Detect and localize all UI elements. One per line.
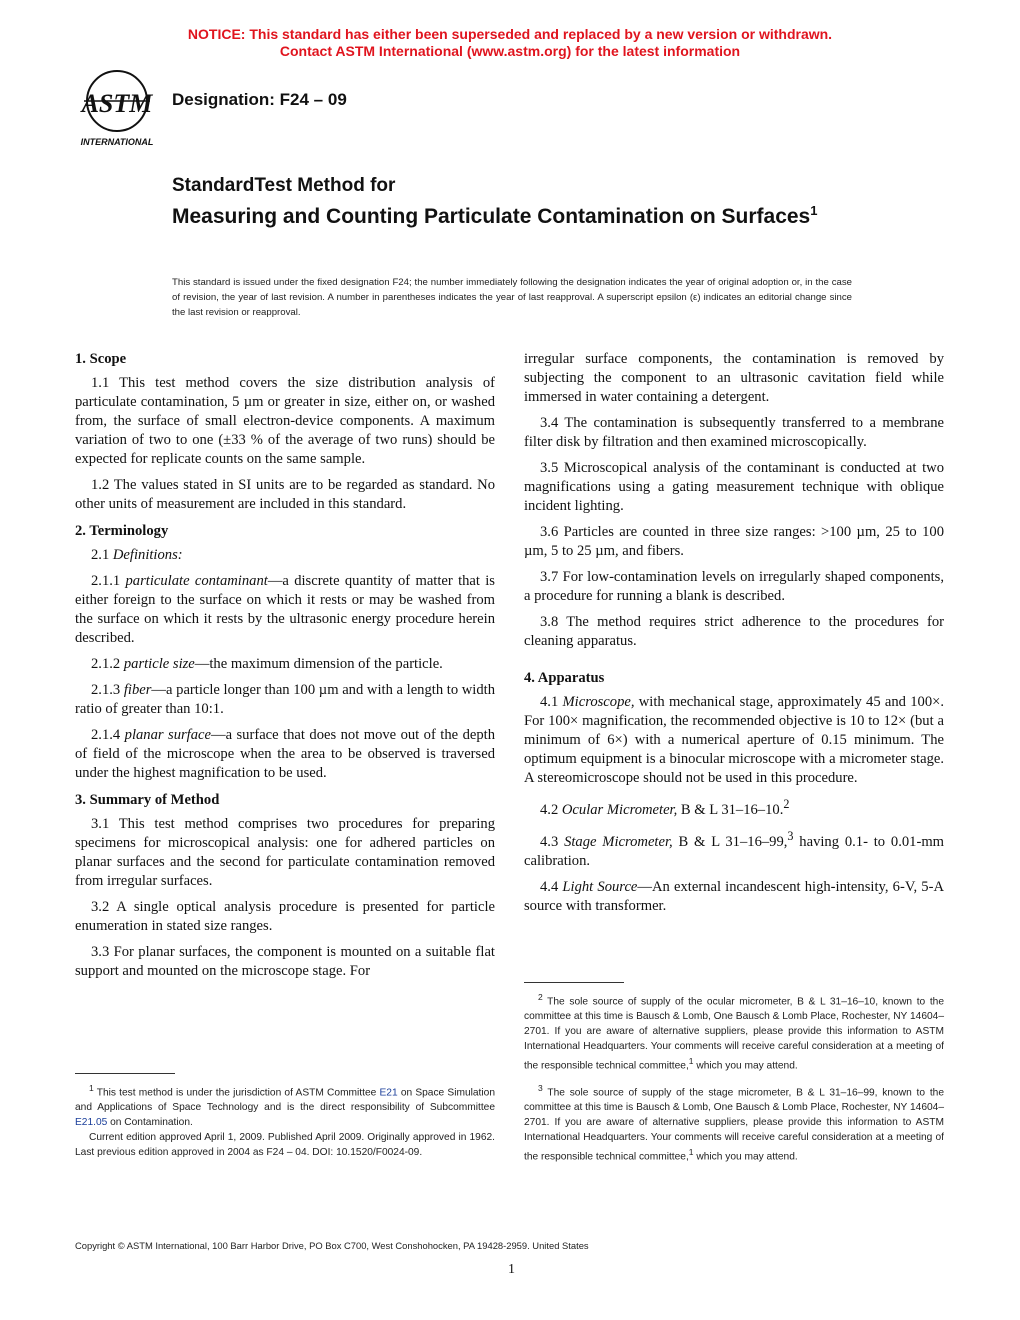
- para-2-1: 2.1 Definitions:: [91, 547, 183, 563]
- para-4-4: 4.4 Light Source—An external incandescent high-intensity, 6-V, 5-A source with transformer.: [524, 878, 944, 914]
- para-2-1-4: 2.1.4 planar surface—a surface that does not move out of the depth of field of the microscope when the area to be observed is traversed under the highest magnification to be used.: [75, 727, 495, 781]
- para-3-1: 3.1 This test method comprises two procedures for preparing specimens for microscopical analysis: one for adhered particles on planar surfaces and the second for particulate contamination removed from irregular surfaces.: [75, 816, 495, 889]
- footnote-rule-left: [75, 1073, 175, 1074]
- para-1-1: 1.1 This test method covers the size distribution analysis of particulate contamination, 5 µm or greater in size, either on, or washed from, the surface of small electron-device components. A maximum variation of two to one (±33 % of the average of two runs) should be expected for replicate counts on the same sample.: [75, 375, 495, 467]
- para-3-8: 3.8 The method requires strict adherence to the procedures for cleaning apparatus.: [524, 614, 944, 649]
- para-3-6: 3.6 Particles are counted in three size ranges: >100 µm, 25 to 100 µm, 5 to 25 µm, and fibers.: [524, 524, 944, 559]
- link-e21-05[interactable]: E21.05: [75, 1117, 108, 1129]
- para-2-1-1: 2.1.1 particulate contaminant—a discrete quantity of matter that is either foreign to the surface on which it rests or may be washed from the surface on which it rests by the ultrasonic energy procedure herein described.: [75, 573, 495, 646]
- section-2-heading: 2. Terminology: [75, 523, 169, 539]
- footnote-edition: Current edition approved April 1, 2009. Published April 2009. Originally approved in 1962. Last previous edition approved in 2004 as F24 – 04. DOI: 10.1520/F0024-09.: [75, 1132, 495, 1159]
- left-column: [75, 350, 495, 988]
- logo-letters: ASTM: [81, 89, 153, 118]
- right-column: [524, 350, 944, 923]
- title-footnote-mark: 1: [810, 203, 818, 218]
- link-e21[interactable]: E21: [379, 1087, 398, 1099]
- title-line-1: StandardTest Method for: [172, 175, 396, 196]
- section-3-heading: 3. Summary of Method: [75, 792, 220, 808]
- page-number: 1: [508, 1262, 515, 1277]
- designation: Designation: F24 – 09: [172, 90, 347, 109]
- para-3-2: 3.2 A single optical analysis procedure is presented for particle enumeration in stated size ranges.: [75, 899, 495, 934]
- logo-subtitle: INTERNATIONAL: [80, 137, 154, 147]
- para-2-1-2: 2.1.2 particle size—the maximum dimension of the particle.: [91, 656, 443, 672]
- para-4-2: 4.2 Ocular Micrometer, B & L 31–16–10.$^2$: [540, 797, 790, 818]
- para-3-4: 3.4 The contamination is subsequently transferred to a membrane filter disk by filtration and then examined microscopically.: [524, 415, 944, 450]
- para-3-3-continued: irregular surface components, the contamination is removed by subjecting the component to an ultrasonic cavitation field while immersed in water containing a detergent.: [524, 351, 944, 405]
- astm-logo: [72, 68, 162, 148]
- title-line-2: Measuring and Counting Particulate Contamination on Surfaces: [172, 205, 811, 228]
- para-4-3: 4.3 Stage Micrometer, B & L 31–16–99,$^3$ having 0.1- to 0.01-mm calibration.: [524, 828, 945, 869]
- notice-line-1: NOTICE: This standard has either been superseded and replaced by a new version or withdrawn.: [187, 26, 833, 42]
- para-4-1: 4.1 Microscope, with mechanical stage, approximately 45 and 100×. For 100× magnification, the recommended objective is 10 to 12× (but a minimum of 6×) with a numerical aperture of 0.15 minimum. The optimum equipment is a binocular microscope with a micrometer stage. A stereomicroscope should not be used in this procedure.: [524, 694, 944, 786]
- section-1-heading: 1. Scope: [75, 351, 127, 367]
- notice-line-2: Contact ASTM International (www.astm.org) for the latest information: [279, 43, 741, 59]
- footnote-3: $^3$ The sole source of supply of the stage micrometer, B & L 31–16–99, known to the committee at this time is Bausch & Lomb, One Bausch & Lomb Place, Rochester, NY 14604–2701. If you are aware of alternative suppliers, please provide this information to ASTM International Headquarters. Your comments will receive careful consideration at a meeting of the responsible technical committee,$^1$ which you may attend.: [524, 1083, 944, 1163]
- para-3-7: 3.7 For low-contamination levels on irregularly shaped components, a procedure for running a blank is described.: [524, 569, 944, 604]
- para-2-1-3: 2.1.3 fiber—a particle longer than 100 µm and with a length to width ratio of greater than 10:1.: [75, 682, 496, 717]
- para-3-3: 3.3 For planar surfaces, the component is mounted on a suitable flat support and mounted on the microscope stage. For: [75, 944, 495, 979]
- para-3-5: 3.5 Microscopical analysis of the contaminant is conducted at two magnifications using a gating measurement technique with oblique incident lighting.: [524, 460, 944, 514]
- para-1-2: 1.2 The values stated in SI units are to be regarded as standard. No other units of measurement are included in this standard.: [75, 477, 495, 512]
- footnote-1: $^1$ This test method is under the jurisdiction of ASTM Committee E21 on Space Simulation and Applications of Space Technology and is the direct responsibility of Subcommittee E21.05 on Contamination. Current edition approved April 1, 2009. Published April 2009. Originally approved in 1962. Last previous edition approved in 2004 as F24 – 04. DOI: 10.1520/F0024-09.: [75, 1083, 495, 1159]
- title-main: [172, 198, 872, 230]
- issuance-statement: This standard is issued under the fixed designation F24; the number immediately following the designation indicates the year of original adoption or, in the case of revision, the year of last revision. A number in parentheses indicates the year of last reapproval. A superscript epsilon (ε) indicates an editorial change since the last revision or reapproval.: [172, 277, 852, 318]
- footnote-2: $^2$ The sole source of supply of the ocular micrometer, B & L 31–16–10, known to the committee at this time is Bausch & Lomb, One Bausch & Lomb Place, Rochester, NY 14604–2701. If you are aware of alternative suppliers, please provide this information to ASTM International Headquarters. Your comments will receive careful consideration at a meeting of the responsible technical committee,$^1$ which you may attend.: [524, 992, 944, 1072]
- section-4-heading: 4. Apparatus: [524, 670, 605, 686]
- copyright: Copyright © ASTM International, 100 Barr Harbor Drive, PO Box C700, West Conshohocken, PA 19428-2959. United States: [75, 1240, 589, 1251]
- footnote-rule-right: [524, 982, 624, 983]
